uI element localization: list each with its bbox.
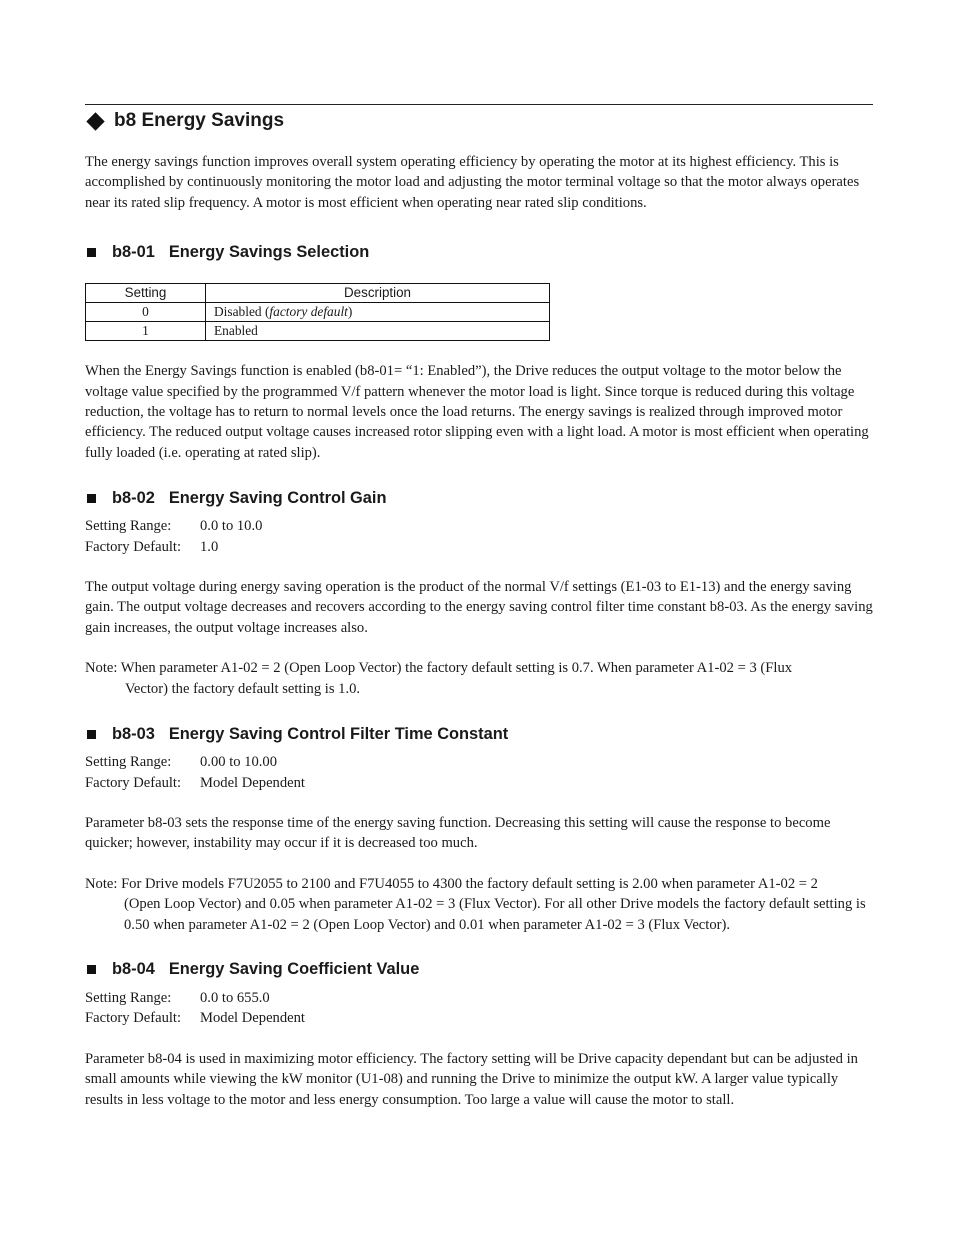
note-continuation: (Open Loop Vector) and 0.05 when parameter A1-02 = 3 (Flux Vector). For all other Drive models the factory default setting is 0.50 when parameter A1-02 = 2 (Open Loop Vector) and 0.01 when parameter A1-02 = 3 (Flux Vector). — [124, 896, 866, 933]
note-first-line: Note: For Drive models F7U2055 to 2100 and F7U4055 to 4300 the factory default setting is 2.00 when parameter A1-02 = 2 — [85, 875, 818, 892]
param-heading-b8-02 — [85, 487, 873, 509]
table-header-description: Description — [206, 284, 550, 303]
setting-range-label: Setting Range: — [85, 754, 172, 771]
factory-default-label: Factory Default: — [85, 774, 182, 791]
section-top-rule — [85, 104, 873, 105]
document-page — [85, 104, 873, 1110]
param-title: Energy Saving Coefficient Value — [168, 960, 420, 979]
setting-range-label: Setting Range: — [85, 518, 172, 535]
table-header-setting: Setting — [86, 284, 206, 303]
diamond-bullet-icon — [86, 112, 104, 130]
section-heading — [85, 110, 873, 132]
table-cell-description: Enabled — [206, 322, 550, 341]
param-title: Energy Savings Selection — [168, 242, 370, 261]
b8-02-note — [85, 658, 873, 699]
setting-range-value: 0.0 to 10.0 — [200, 518, 263, 535]
b8-02-body: The output voltage during energy saving operation is the product of the normal V/f settings (E1-03 to E1-13) and the energy saving gain. The output voltage decreases and recovers according to the energy saving control filter time constant b8-03. As the energy saving gain increases, the output voltage increases also. — [85, 579, 873, 636]
b8-03-body: Parameter b8-03 sets the response time of the energy saving function. Decreasing this setting will cause the response to become quicker; however, instability may occur if it is decreased too much. — [85, 814, 831, 852]
setting-range-row — [85, 516, 873, 536]
b8-03-note — [85, 874, 873, 935]
table-cell-setting: 1 — [86, 322, 206, 341]
square-bullet-icon — [87, 730, 96, 739]
table-row — [86, 322, 550, 341]
param-title: Energy Saving Control Gain — [168, 488, 387, 507]
param-code: b8-04 — [112, 960, 155, 979]
setting-range-value: 0.00 to 10.00 — [200, 754, 278, 771]
section-title: b8 Energy Savings — [114, 110, 285, 131]
factory-default-row — [85, 1008, 873, 1028]
table-header-row — [86, 284, 550, 303]
table-cell-description: Disabled (factory default) — [206, 303, 550, 322]
param-code: b8-02 — [112, 488, 155, 507]
setting-range-row — [85, 752, 873, 772]
param-title: Energy Saving Control Filter Time Constant — [168, 724, 509, 743]
factory-default-row — [85, 773, 873, 793]
param-heading-b8-03 — [85, 723, 873, 745]
table-row — [86, 303, 550, 322]
square-bullet-icon — [87, 965, 96, 974]
factory-default-row — [85, 537, 873, 557]
square-bullet-icon — [87, 494, 96, 503]
setting-range-value: 0.0 to 655.0 — [200, 989, 270, 1006]
param-heading-b8-04 — [85, 959, 873, 981]
table-cell-setting: 0 — [86, 303, 206, 322]
b8-04-body: Parameter b8-04 is used in maximizing motor efficiency. The factory setting will be Drive capacity dependant but can be adjusted in small amounts while viewing the kW monitor (U1-08) and running the Drive to minimize the output kW. A larger value typically results in less voltage to the motor and less energy consumption. Too large a value will cause the motor to stall. — [85, 1050, 858, 1108]
b8-01-body: When the Energy Savings function is enabled (b8-01= “1: Enabled”), the Drive reduces the output voltage to the motor below the voltage value specified by the programmed V/f pattern whenever the motor load is light. Since torque is reduced during this voltage reduction, the voltage has to return to normal levels once the load returns. The energy savings is realized through improved motor efficiency. The reduced output voltage causes increased rotor slipping even with a light load. A motor is most efficient when operating fully loaded (i.e. operating at rated slip). — [85, 363, 869, 461]
factory-default-label: Factory Default: — [85, 538, 182, 555]
factory-default-value: 1.0 — [200, 538, 219, 555]
settings-table — [85, 283, 550, 341]
param-code: b8-01 — [112, 242, 155, 261]
note-continuation: Vector) the factory default setting is 1.0. — [125, 680, 361, 697]
square-bullet-icon — [87, 248, 96, 257]
param-heading-b8-01 — [85, 241, 873, 263]
factory-default-label: Factory Default: — [85, 1010, 182, 1027]
factory-default-value: Model Dependent — [200, 1010, 305, 1027]
setting-range-label: Setting Range: — [85, 989, 172, 1006]
factory-default-value: Model Dependent — [200, 774, 305, 791]
param-code: b8-03 — [112, 724, 155, 743]
setting-range-row — [85, 988, 873, 1008]
note-first-line: Note: When parameter A1-02 = 2 (Open Loop Vector) the factory default setting is 0.7. When parameter A1-02 = 3 (Flux — [85, 660, 793, 677]
intro-paragraph: The energy savings function improves overall system operating efficiency by operating the motor at its highest efficiency. This is accomplished by continuously monitoring the motor load and adjusting the motor terminal voltage so that the motor always operates near its rated slip frequency. A motor is most efficient when operating near rated slip conditions. — [85, 154, 860, 211]
